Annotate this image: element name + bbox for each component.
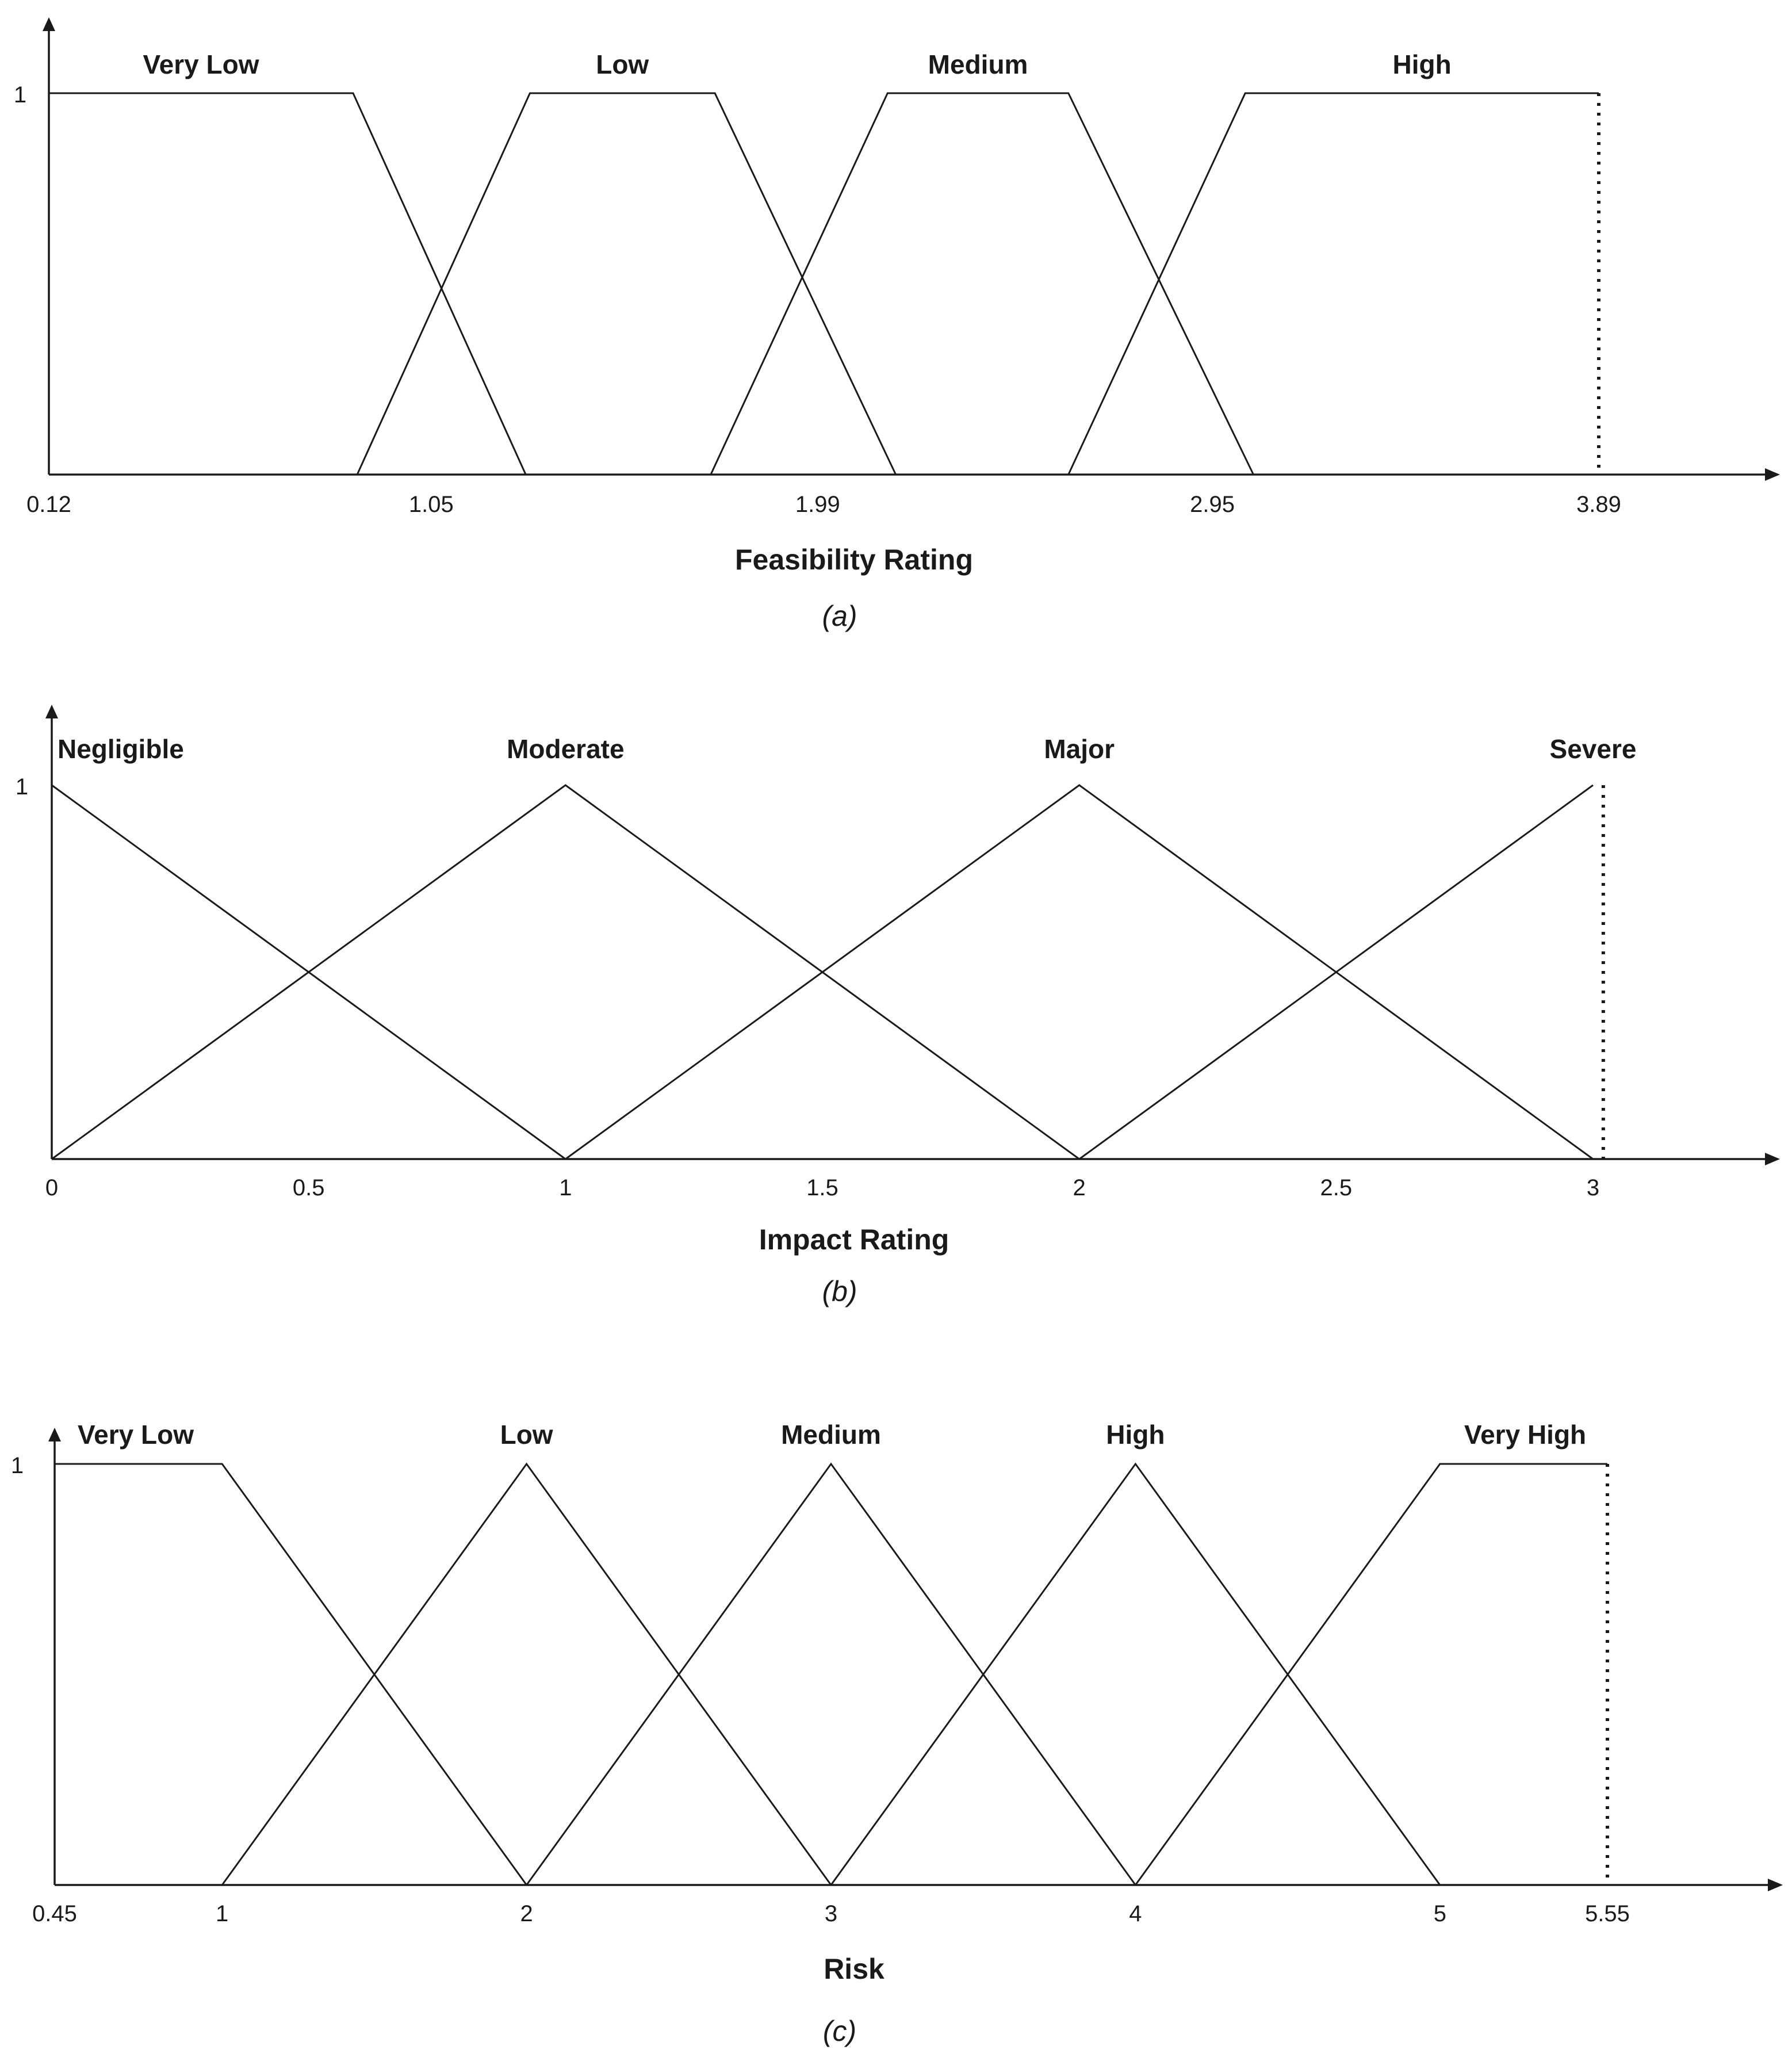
set-label: High [1106, 1420, 1165, 1450]
x-tick-label: 5.55 [1585, 1901, 1630, 1926]
membership-line-high [831, 1464, 1440, 1885]
membership-line-medium [527, 1464, 1136, 1885]
y-axis-arrow [45, 705, 58, 718]
x-tick-label: 0.12 [26, 492, 71, 517]
x-tick-label: 3.89 [1576, 492, 1621, 517]
membership-line-very-low [49, 93, 526, 475]
set-label: Moderate [507, 734, 625, 764]
set-label: High [1392, 49, 1452, 79]
x-tick-label: 1 [216, 1901, 229, 1926]
x-tick-label: 3 [824, 1901, 838, 1926]
x-tick-label: 0 [45, 1175, 59, 1200]
x-axis-label: Risk [824, 1953, 884, 1985]
set-label: Negligible [58, 734, 184, 764]
x-tick-label: 2.5 [1320, 1175, 1353, 1200]
membership-line-major [565, 785, 1593, 1159]
set-label: Major [1044, 734, 1115, 764]
chart-panel-2 [16, 705, 1780, 1307]
panel-caption: (b) [822, 1275, 857, 1307]
y-axis-arrow [48, 1428, 61, 1441]
set-label: Medium [928, 49, 1028, 79]
x-tick-label: 4 [1129, 1901, 1142, 1926]
x-axis-label: Feasibility Rating [735, 544, 973, 576]
x-tick-label: 5 [1433, 1901, 1446, 1926]
x-axis-label: Impact Rating [759, 1223, 949, 1256]
membership-line-low [222, 1464, 831, 1885]
x-tick-label: 2 [1073, 1175, 1086, 1200]
x-tick-label: 0.45 [32, 1901, 77, 1926]
x-axis-arrow [1768, 1879, 1783, 1891]
membership-line-very-low [55, 1464, 527, 1885]
set-label: Very Low [78, 1420, 194, 1450]
membership-line-low [357, 93, 896, 475]
membership-line-moderate [52, 785, 1079, 1159]
x-tick-label: 2.95 [1190, 492, 1235, 517]
y-tick-label: 1 [15, 774, 29, 800]
chart-panel-3 [11, 1420, 1783, 2047]
x-tick-label: 0.5 [292, 1175, 325, 1200]
panel-caption: (c) [822, 2015, 857, 2047]
x-tick-label: 3 [1586, 1175, 1600, 1200]
membership-line-very-high [1135, 1464, 1607, 1885]
set-label: Low [596, 49, 649, 79]
x-axis-arrow [1765, 1153, 1780, 1165]
y-tick-label: 1 [13, 82, 27, 108]
set-label: Medium [781, 1420, 881, 1450]
membership-line-medium [711, 93, 1254, 475]
set-label: Low [500, 1420, 553, 1450]
set-label: Very High [1464, 1420, 1587, 1450]
x-tick-label: 1.05 [408, 492, 454, 517]
membership-line-high [1069, 93, 1599, 475]
x-tick-label: 1 [559, 1175, 572, 1200]
x-axis-arrow [1765, 468, 1780, 481]
y-tick-label: 1 [10, 1453, 24, 1478]
x-tick-label: 1.5 [806, 1175, 838, 1200]
x-tick-label: 1.99 [795, 492, 840, 517]
x-tick-label: 2 [520, 1901, 533, 1926]
chart-panel-1 [14, 17, 1780, 632]
panel-caption: (a) [822, 600, 857, 632]
set-label: Severe [1549, 734, 1637, 764]
set-label: Very Low [143, 49, 259, 79]
y-axis-arrow [43, 17, 55, 31]
